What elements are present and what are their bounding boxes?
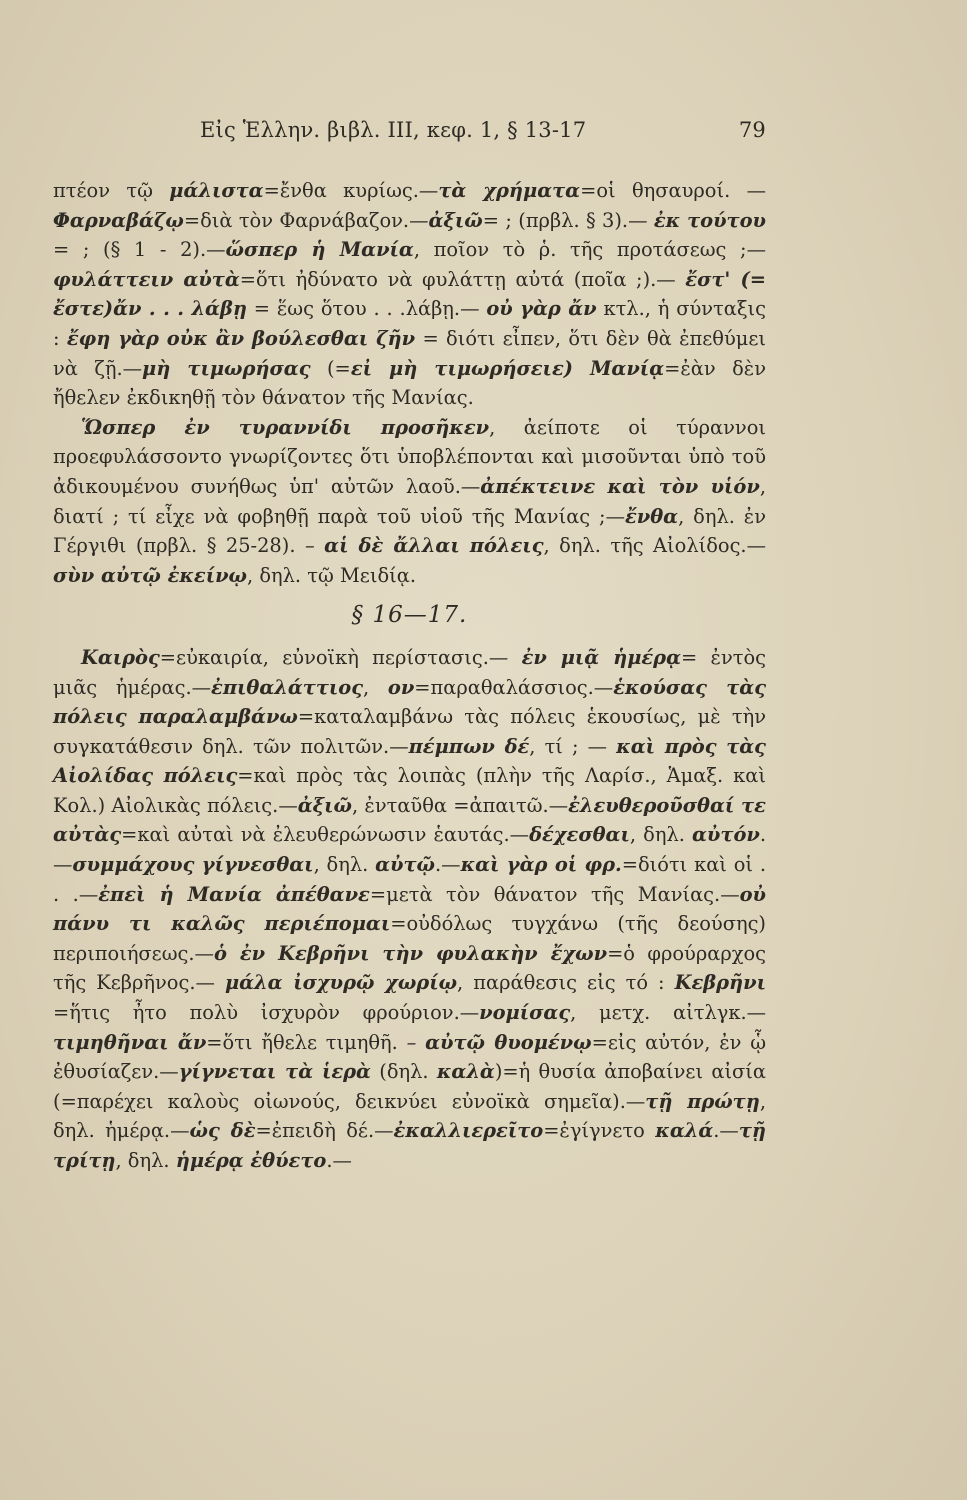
paragraph: Καιρὸς=εὐκαιρία, εὐνοϊκὴ περίστασις.— ἐν μιᾷ ἡμέρᾳ= ἐντὸς μιᾶς ἡμέρας.—ἐπιθαλάττιος, ον=παραθαλάσσιος.—ἑκούσας τὰς πόλεις παραλαμβάνω=καταλαμβάνω τὰς πόλεις ἑκουσίως, μὲ τὴν συγκατάθεσιν δηλ. τῶν πολιτῶν.—πέμπων δέ, τί ; — καὶ πρὸς τὰς Αἰολίδας πόλεις=καὶ πρὸς τὰς λοιπὰς (πλὴν τῆς Λαρίσ., Ἁμαξ. καὶ Κολ.) Αἰολικὰς πόλεις.—ἀξιῶ, ἐνταῦθα =ἀπαιτῶ.—ἐλευθεροῦσθαί τε αὐτὰς=καὶ αὐταὶ νὰ ἐλευθερώνωσιν ἑαυτάς.—δέχεσθαι, δηλ. αὐτόν.—συμμάχους γίγνεσθαι, δηλ. αὐτῷ.—καὶ γὰρ οἱ φρ.=διότι καὶ οἱ . . .—ἐπεὶ ἡ Μανία ἀπέθανε=μετὰ τὸν θάνατον τῆς Μανίας.—οὐ πάνυ τι καλῶς περιέπομαι=οὐδόλως τυγχάνω (τῆς δεούσης) περιποιήσεως.—ὁ ἐν Κεβρῆνι τὴν φυλακὴν ἔχων=ὁ φρούραρχος τῆς Κεβρῆνος.— μάλα ἰσχυρῷ χωρίῳ, παράθεσις εἰς τό : Κεβρῆνι =ἥτις ἦτο πολὺ ἰσχυρὸν φρούριον.—νομίσας, μετχ. αἰτλγκ.— τιμηθῆναι ἄν=ὅτι ἤθελε τιμηθῆ. – αὐτῷ θυομένῳ=εἰς αὐτόν, ἐν ᾧ ἐθυσίαζεν.—γίγνεται τὰ ἱερὰ (δηλ. καλὰ)=ἡ θυσία ἀποβαίνει αἰσία (=παρέχει καλοὺς οἰωνούς, δεικνύει εὐνοϊκὰ σημεῖα).—τῇ πρώτῃ, δηλ. ἡμέρᾳ.—ὡς δὲ=ἐπειδὴ δέ.—ἐκαλλιερεῖτο=ἐγίγνετο καλά.—τῇ τρίτῃ, δηλ. ἡμέρᾳ ἐθύετο.— [53,645,767,1172]
running-header [200,118,766,142]
running-title: Εἰς Ἑλλην. βιβλ. III, κεφ. 1, § 13-17 [200,118,587,142]
paragraph: Ὥσπερ ἐν τυραννίδι προσῆκεν, ἀείποτε οἱ τύραννοι προεφυλάσσοντο γνωρίζοντες ὅτι ὑποβλέπονται καὶ μισοῦνται ὑπὸ τοῦ ἀδικουμένου συνήθως ὑπ' αὐτῶν λαοῦ.—ἀπέκτεινε καὶ τὸν υἱόν, διατί ; τί εἶχε νὰ φοβηθῇ παρὰ τοῦ υἱοῦ τῆς Μανίας ;—ἔνθα, δηλ. ἐν Γέργιθι (πρβλ. § 25-28). – αἱ δὲ ἄλλαι πόλεις, δηλ. τῆς Αἰολίδος.— σὺν αὐτῷ ἐκείνῳ, δηλ. τῷ Μειδίᾳ. [53,415,766,587]
section-heading: § 16—17. [351,602,468,629]
paragraph: πτέον τῷ μάλιστα=ἔνθα κυρίως.—τὰ χρήματα=οἱ θησαυροί. —Φαρναβάζῳ=διὰ τὸν Φαρνάβαζον.—ἀξιῶ= ; (πρβλ. § 3).— ἐκ τούτου = ; (§ 1 - 2).—ὥσπερ ἡ Μανία, ποῖον τὸ ῥ. τῆς προτάσεως ;—φυλάττειν αὐτὰ=ὅτι ἠδύνατο νὰ φυλάττῃ αὐτά (ποῖα ;).— ἔστ' (= ἔστε)ἄν . . . λάβῃ = ἕως ὅτου . . .λάβῃ.— οὐ γὰρ ἄν κτλ., ἡ σύνταξις : ἔφη γὰρ οὐκ ἂν βούλεσθαι ζῆν = διότι εἶπεν, ὅτι δὲν θὰ ἐπεθύμει νὰ ζῇ.—μὴ τιμωρήσας (=εἰ μὴ τιμωρήσειε) Μανίᾳ=ἐὰν δὲν ἤθελεν ἐκδικηθῇ τὸν θάνατον τῆς Μανίας. [53,179,767,410]
commentary-body [53,176,766,1176]
page-number: 79 [738,118,766,142]
